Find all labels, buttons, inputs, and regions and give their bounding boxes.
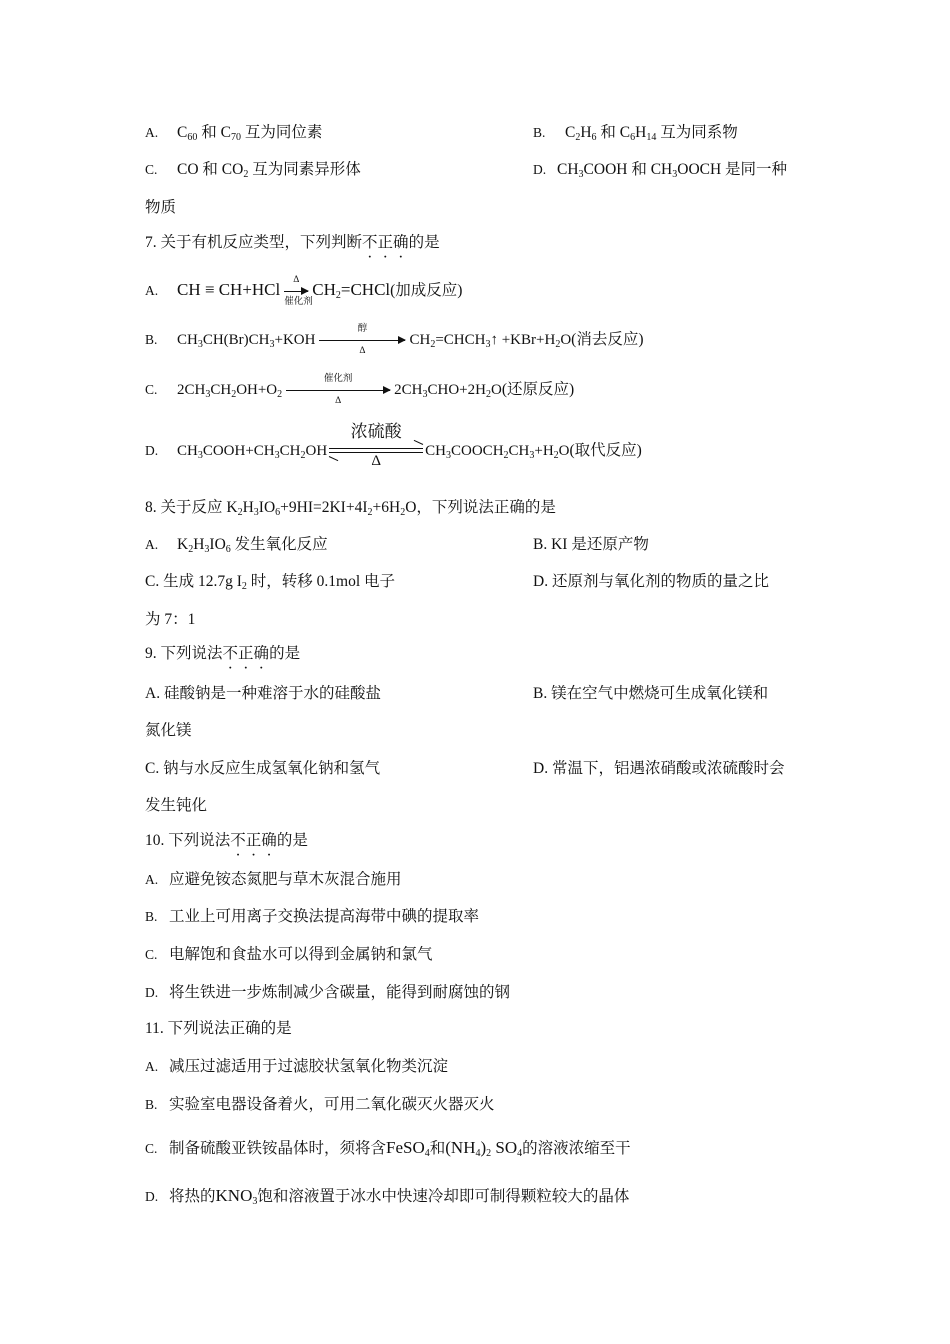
q7-d-equilibrium-arrow (329, 422, 423, 470)
q6-c-text: CO 和 $CO_2$ 互为同素异形体 (177, 161, 361, 180)
q11-d-text-2: 饱和溶液置于冰水中快速冷却即可制得颗粒较大的晶体 (257, 1188, 630, 1205)
q10-b-text: 工业上可用离子交换法提高海带中碘的提取率 (169, 908, 480, 925)
q7-d-arrow-top: 浓硫酸 (350, 422, 402, 442)
q9-d-continuation: 发生钝化 (145, 797, 208, 814)
q9-emph-2: 正 (238, 645, 254, 662)
q7-stem-suffix: 的是 (408, 234, 440, 251)
q7-emph-3: 确 (393, 234, 409, 251)
q9-option-d: D. 常温下，铝遇浓硝酸或浓硫酸时会 (533, 760, 785, 777)
q7-d-reactants: $CH_3COOH+CH_3CH_2OH$ (177, 443, 328, 461)
q7-b-reactants: $CH_3CH(Br)CH_3+KOH$ (177, 332, 316, 350)
q6-option-c (145, 160, 361, 180)
q7-b-products: $CH_2=CHCH_3↑ +KBr+H_2O$ (409, 332, 572, 350)
q10-d-label: D. (145, 985, 159, 1000)
q7-a-products: $CH_2=CHCl$ (312, 280, 391, 301)
q9-b-continuation: 氮化镁 (145, 722, 192, 739)
q10-option-b (145, 907, 820, 927)
q9-option-c: C. 钠与水反应生成氢氧化钠和氢气 (145, 760, 381, 777)
q8-option-d: D. 还原剂与氧化剂的物质的量之比 (533, 573, 769, 590)
q7-c-type: (还原反应) (501, 381, 575, 398)
q11-c-label: C. (145, 1141, 158, 1156)
q10-emph-2: 正 (245, 832, 262, 849)
q10-b-label: B. (145, 909, 158, 924)
q11-option-b (145, 1095, 820, 1115)
q6-b-label: B. (533, 125, 546, 140)
q11-c-text-2: 的溶液浓缩至干 (522, 1140, 631, 1157)
q10-c-text: 电解饱和食盐水可以得到金属钠和氯气 (169, 946, 433, 963)
q7-a-arrow-top: Δ (293, 274, 300, 285)
q10-emph-3: 确 (261, 832, 277, 849)
q11-c-formula-1: FeSO$_4$ (386, 1138, 430, 1159)
q10-a-text: 应避免铵态氮肥与草木灰混合施用 (169, 871, 402, 888)
q7-b-arrow-top: 醇 (357, 323, 368, 334)
q11-a-text: 减压过滤适用于过滤胶状氢氧化物类沉淀 (169, 1058, 449, 1075)
q10-option-a (145, 870, 820, 890)
q6-option-a (145, 123, 322, 143)
q7-a-label: A. (145, 283, 159, 298)
q10-stem-suffix: 的是 (276, 832, 308, 849)
q8-stem: 8. 关于反应 $K_2H_3IO_6+9HI=2KI+4I_2+6H_2O$，下列说法正确的是 (145, 499, 556, 518)
q7-b-arrow-bottom: Δ (359, 345, 366, 356)
q9-stem (145, 644, 820, 664)
q11-option-c (145, 1138, 820, 1159)
q6-d-label: D. (533, 162, 547, 177)
q7-option-c (145, 373, 820, 406)
q8-a-text: $K_2H_3IO_6$ 发生氧化反应 (177, 536, 328, 555)
q11-b-label: B. (145, 1097, 158, 1112)
q7-d-label: D. (145, 443, 159, 458)
q10-c-label: C. (145, 947, 158, 962)
q7-a-type: (加成反应) (390, 282, 463, 299)
q9-stem-prefix: 9. 下列说法 (145, 645, 223, 662)
q6-d-text: $CH_3COOH$ 和 $CH_3OOCH$ 是同一种 (557, 161, 788, 180)
q7-a-arrow (284, 274, 313, 307)
q7-d-type: (取代反应) (569, 442, 642, 459)
q11-a-label: A. (145, 1059, 159, 1074)
q7-d-arrow-bottom: Δ (371, 453, 381, 470)
q8-option-c: C. 生成 12.7g $I_2$ 时，转移 0.1mol 电子 (145, 573, 396, 592)
q7-c-arrow-bottom: Δ (335, 395, 342, 406)
q7-option-d (145, 422, 820, 470)
q7-stem-prefix: 7. 关于有机反应类型，下列判断 (145, 234, 363, 251)
q11-d-text-1: 将热的 (169, 1188, 216, 1205)
q9-option-a: A. 硅酸钠是一种难溶于水的硅酸盐 (145, 685, 381, 702)
q6-option-d (533, 160, 787, 180)
q11-d-formula: $KNO_3$ (215, 1186, 258, 1207)
q8-option-a (145, 535, 328, 555)
q7-c-label: C. (145, 382, 158, 397)
q9-stem-suffix: 的是 (269, 645, 301, 662)
q7-c-arrow (286, 373, 390, 406)
q6-a-label: A. (145, 125, 159, 140)
q7-c-arrow-top: 催化剂 (323, 373, 353, 384)
q7-b-label: B. (145, 332, 158, 347)
q11-b-text: 实验室电器设备着火，可用二氧化碳灭火器灭火 (169, 1096, 495, 1113)
q11-c-mid: 和 (429, 1140, 446, 1157)
q7-emph-2: 正 (377, 234, 394, 251)
q11-d-label: D. (145, 1189, 159, 1204)
q11-option-a (145, 1057, 820, 1077)
q9-emph-3: 确 (253, 645, 270, 662)
q10-a-label: A. (145, 872, 159, 887)
q10-option-d (145, 983, 820, 1003)
q9-emph-1: 不 (222, 645, 239, 662)
q6-a-text: $C_{60}$ 和 $C_{70}$ 互为同位素 (177, 124, 323, 143)
q10-stem-prefix: 10. 下列说法 (145, 832, 231, 849)
q10-stem (145, 831, 820, 851)
q7-d-products: $CH_3COOCH_2CH_3+H_2O$ (425, 443, 570, 461)
q10-d-text: 将生铁进一步炼制减少含碳量，能得到耐腐蚀的钢 (169, 984, 511, 1001)
q6-c-label: C. (145, 162, 158, 177)
q7-a-arrow-bottom: 催化剂 (284, 296, 313, 307)
q7-a-reactants: CH ≡ CH+HCl (177, 280, 281, 299)
q8-option-b: B. KI 是还原产物 (533, 536, 649, 553)
q7-c-products: $2CH_3CHO+2H_2O$ (394, 382, 502, 400)
q8-a-label: A. (145, 537, 159, 552)
q7-option-b (145, 323, 820, 356)
q7-b-type: (消去反应) (571, 331, 644, 348)
q11-option-d (145, 1186, 820, 1207)
q11-c-text-1: 制备硫酸亚铁铵晶体时，须将含 (169, 1140, 387, 1157)
q8-d-continuation: 为 7：1 (145, 611, 196, 628)
q6-option-b (533, 123, 738, 143)
q7-emph-1: 不 (362, 234, 378, 251)
q6-d-continuation: 物质 (145, 199, 177, 216)
q6-b-text: $C_2H_6$ 和 $C_6H_{14}$ 互为同系物 (565, 124, 738, 143)
q7-c-reactants: $2CH_3CH_2OH+O_2$ (177, 382, 283, 400)
q7-option-a (145, 274, 820, 307)
q9-option-b: B. 镁在空气中燃烧可生成氧化镁和 (533, 685, 769, 702)
q10-option-c (145, 945, 820, 965)
q7-stem (145, 233, 820, 253)
q11-stem: 11. 下列说法正确的是 (145, 1020, 292, 1037)
q7-b-arrow (319, 323, 405, 356)
q10-emph-1: 不 (230, 832, 246, 849)
q11-c-formula-2: $(NH_4)_2$ $SO_4$ (445, 1138, 523, 1159)
